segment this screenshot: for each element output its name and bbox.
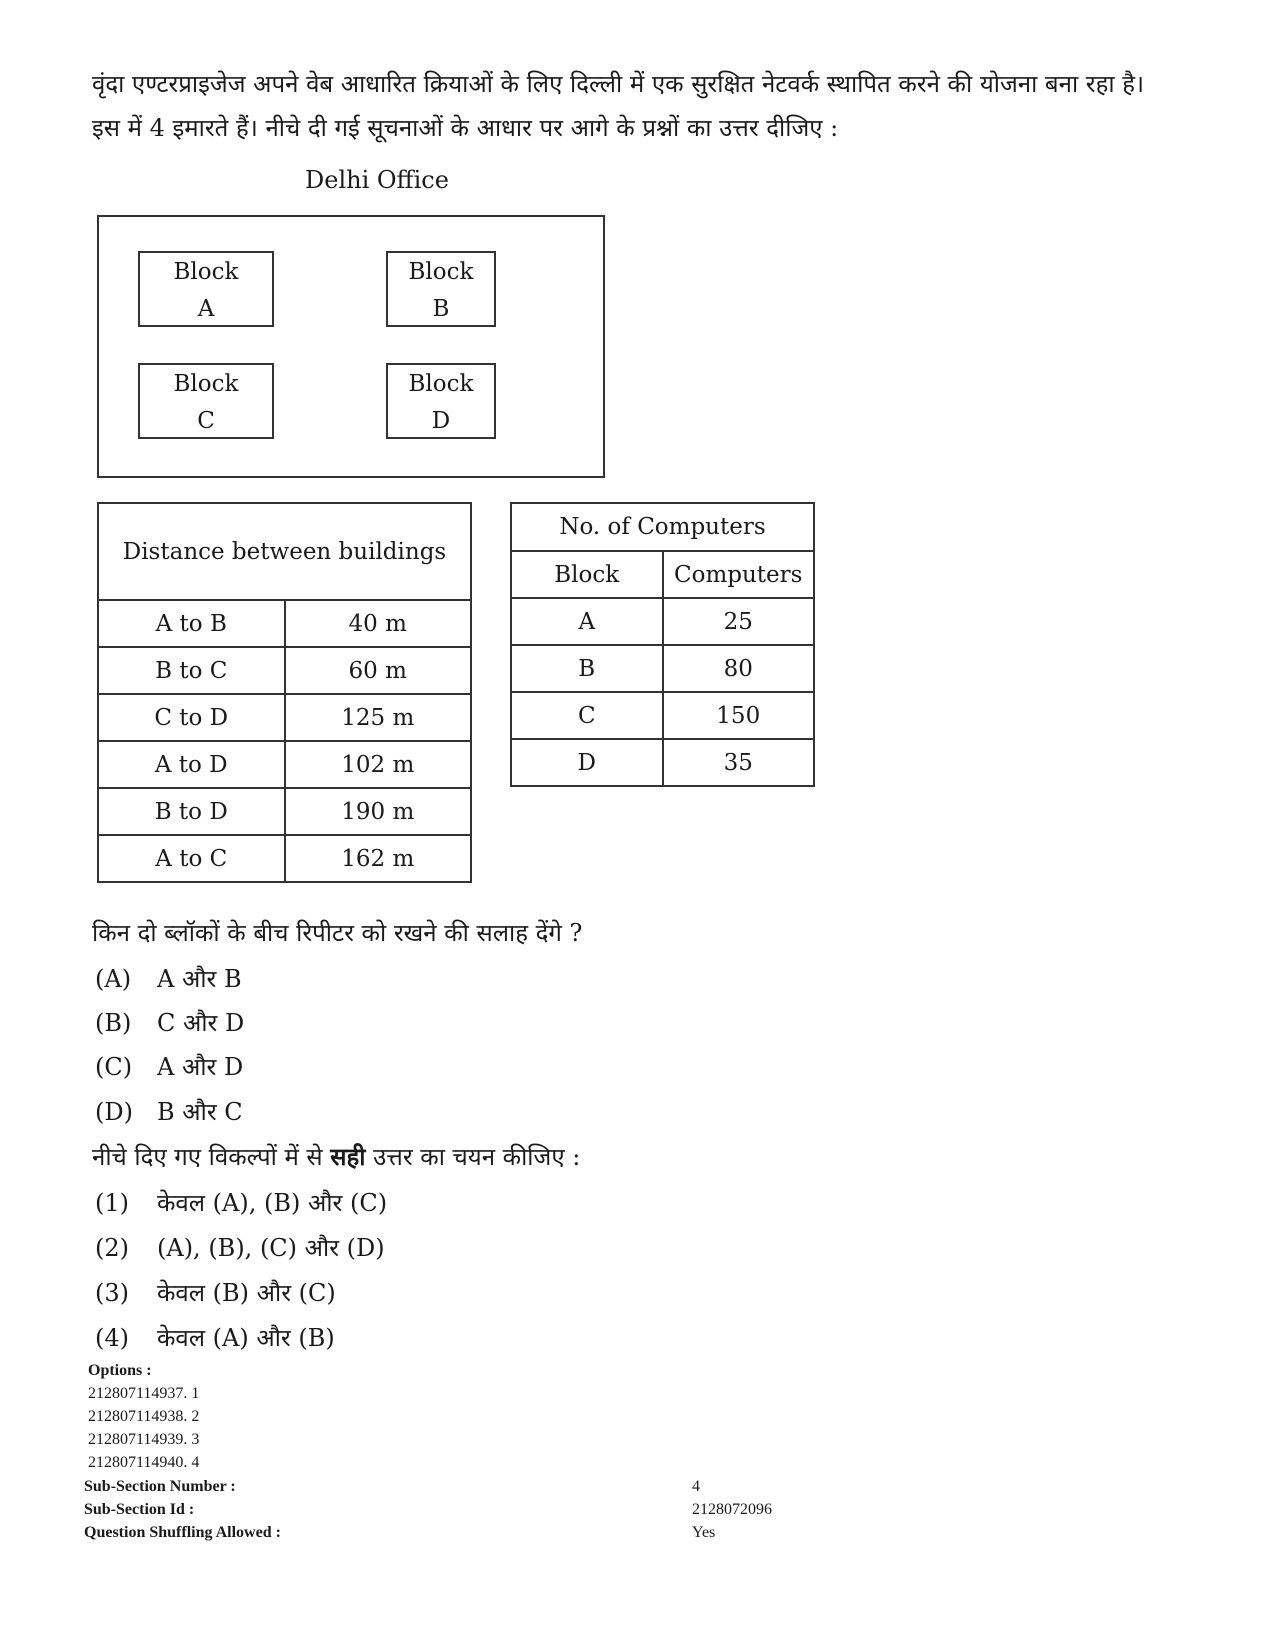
statement-text: A और B <box>157 965 242 993</box>
block-b-letter: B <box>432 296 450 322</box>
instruction-part: उत्तर का चयन कीजिए : <box>365 1143 581 1171</box>
intro-line-2: इस में 4 इमारते हैं। नीचे दी गई सूचनाओं के आधार पर आगे के प्रश्नों का उत्तर दीजिए : <box>92 114 839 142</box>
table-row <box>98 741 471 788</box>
statement-d <box>95 1095 243 1128</box>
instruction-text <box>92 1140 580 1173</box>
table-cell: B to C <box>98 647 285 694</box>
table-row <box>98 600 471 647</box>
office-diagram <box>97 215 605 478</box>
block-a <box>138 251 274 327</box>
statement-b <box>95 1006 244 1039</box>
table-cell: 40 m <box>285 600 472 647</box>
sub-section-number-value: 4 <box>692 1478 700 1495</box>
options-heading: Options : <box>88 1362 152 1379</box>
block-a-letter: A <box>197 296 215 322</box>
distance-table <box>97 502 472 883</box>
choice-label: (3) <box>95 1279 129 1307</box>
choice-text: केवल (A), (B) और (C) <box>157 1189 388 1217</box>
choice-4 <box>95 1321 335 1354</box>
question-shuffling-value: Yes <box>692 1524 716 1541</box>
statement-c <box>95 1050 243 1083</box>
statement-label: (B) <box>95 1009 132 1037</box>
block-b-word: Block <box>408 259 474 285</box>
option-id: 212807114938. 2 <box>88 1408 200 1425</box>
table-cell: 190 m <box>285 788 472 835</box>
choice-1 <box>95 1186 387 1219</box>
computers-table <box>510 502 815 787</box>
table-header-row <box>511 551 814 598</box>
block-c-letter: C <box>197 408 215 434</box>
statement-label: (C) <box>95 1053 133 1081</box>
table-row <box>511 692 814 739</box>
table-cell: 162 m <box>285 835 472 882</box>
choice-3 <box>95 1276 336 1309</box>
table-cell: 80 <box>663 645 815 692</box>
table-cell: 125 m <box>285 694 472 741</box>
question-shuffling-label: Question Shuffling Allowed : <box>84 1524 281 1541</box>
option-id: 212807114937. 1 <box>88 1385 200 1402</box>
statement-text: A और D <box>157 1053 244 1081</box>
computers-table-header: No. of Computers <box>511 503 814 551</box>
block-c-word: Block <box>173 371 239 397</box>
sub-section-id-label: Sub-Section Id : <box>84 1501 195 1518</box>
intro-line-1: वृंदा एण्टरप्राइजेज अपने वेब आधारित क्रियाओं के लिए दिल्ली में एक सुरक्षित नेटवर्क स्थापित करने की योजना बना रहा है। <box>92 70 1145 98</box>
statement-a <box>95 962 242 995</box>
table-row <box>98 788 471 835</box>
block-d <box>386 363 496 439</box>
column-header: Block <box>511 551 663 598</box>
intro-text <box>92 62 1212 150</box>
table-cell: C to D <box>98 694 285 741</box>
statement-label: (D) <box>95 1098 133 1126</box>
table-cell: A <box>511 598 663 645</box>
table-row <box>98 647 471 694</box>
statement-text: C और D <box>157 1009 245 1037</box>
office-title: Delhi Office <box>305 166 449 194</box>
table-cell: 102 m <box>285 741 472 788</box>
statement-text: B और C <box>157 1098 243 1126</box>
table-cell: B to D <box>98 788 285 835</box>
sub-section-number-label: Sub-Section Number : <box>84 1478 236 1495</box>
table-row <box>98 835 471 882</box>
table-row <box>511 739 814 786</box>
table-row <box>511 645 814 692</box>
block-b <box>386 251 496 327</box>
option-id: 212807114939. 3 <box>88 1431 200 1448</box>
table-row <box>511 598 814 645</box>
table-cell: D <box>511 739 663 786</box>
block-c <box>138 363 274 439</box>
table-cell: A to D <box>98 741 285 788</box>
block-d-word: Block <box>408 371 474 397</box>
choice-label: (4) <box>95 1324 129 1352</box>
table-row <box>98 694 471 741</box>
statement-label: (A) <box>95 965 132 993</box>
choice-text: (A), (B), (C) और (D) <box>157 1234 385 1262</box>
choice-label: (1) <box>95 1189 129 1217</box>
block-a-word: Block <box>173 259 239 285</box>
table-cell: 150 <box>663 692 815 739</box>
table-cell: 35 <box>663 739 815 786</box>
choice-label: (2) <box>95 1234 129 1262</box>
instruction-bold: सही <box>330 1142 366 1171</box>
question-text: किन दो ब्लॉकों के बीच रिपीटर को रखने की सलाह देंगे ? <box>92 919 583 947</box>
table-cell: 25 <box>663 598 815 645</box>
choice-2 <box>95 1231 385 1264</box>
distance-table-header: Distance between buildings <box>98 503 471 600</box>
table-cell: A to B <box>98 600 285 647</box>
instruction-part: नीचे दिए गए विकल्पों में से <box>92 1143 331 1171</box>
column-header: Computers <box>663 551 815 598</box>
option-id: 212807114940. 4 <box>88 1454 200 1471</box>
options-list <box>88 1359 199 1474</box>
choice-text: केवल (A) और (B) <box>157 1324 335 1352</box>
choice-text: केवल (B) और (C) <box>157 1279 336 1307</box>
table-cell: 60 m <box>285 647 472 694</box>
table-cell: A to C <box>98 835 285 882</box>
table-cell: B <box>511 645 663 692</box>
meta-values <box>692 1475 772 1544</box>
table-cell: C <box>511 692 663 739</box>
meta-labels <box>84 1475 281 1544</box>
sub-section-id-value: 2128072096 <box>692 1501 772 1518</box>
block-d-letter: D <box>431 408 451 434</box>
